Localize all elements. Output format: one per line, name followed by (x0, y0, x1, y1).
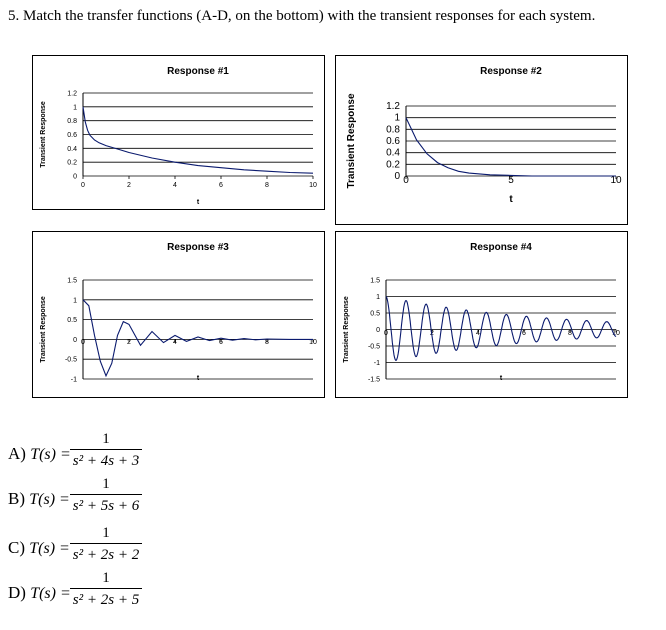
x-axis-label: t (196, 375, 200, 382)
y-tick-label: -1 (373, 360, 380, 367)
x-tick-label: 0 (384, 330, 388, 337)
fraction-bar (70, 494, 142, 495)
chart-panel-response-1 (32, 55, 325, 210)
y-axis-label: Transient Response (346, 93, 357, 189)
formula-lhs: T(s) = (29, 540, 70, 557)
y-tick-label: 0.8 (67, 118, 77, 126)
numerator: 1 (102, 476, 110, 492)
y-tick-label: 0.5 (370, 310, 380, 318)
formula-label: C) (8, 538, 25, 557)
x-tick-label: 10 (610, 175, 622, 186)
y-tick-label: 0.4 (67, 145, 77, 153)
y-tick-label: 1 (73, 297, 77, 305)
formula-label: B) (8, 489, 25, 508)
y-tick-label: 0.8 (386, 124, 400, 136)
x-tick-label: 4 (476, 330, 480, 337)
y-axis-label: Transient Response (343, 296, 350, 363)
y-tick-label: -1.5 (367, 376, 380, 384)
y-axis-label: Transient Response (40, 296, 47, 363)
y-tick-label: 0 (73, 336, 77, 344)
y-tick-label: 0 (73, 173, 77, 181)
x-tick-label: 10 (309, 339, 317, 346)
y-tick-label: 0 (376, 327, 380, 334)
y-tick-label: 0.2 (386, 159, 400, 171)
y-tick-label: 1.5 (67, 277, 77, 285)
y-tick-label: -1 (70, 376, 77, 384)
chart-title: Response #3 (167, 242, 229, 253)
chart-title: Response #1 (167, 66, 229, 77)
x-tick-label: 2 (127, 339, 131, 346)
x-tick-label: 0 (403, 175, 409, 186)
chart-panel-response-2 (335, 55, 628, 225)
x-tick-label: 4 (173, 182, 177, 189)
y-tick-label: 1.5 (370, 277, 380, 285)
x-tick-label: 0 (81, 339, 85, 346)
y-tick-label: 1 (394, 112, 400, 124)
formula-label: D) (8, 583, 26, 602)
y-tick-label: 0.5 (67, 317, 77, 325)
chart-response-3 (33, 232, 326, 399)
series-line (406, 118, 616, 176)
numerator: 1 (102, 431, 110, 447)
numerator: 1 (102, 570, 110, 586)
question-text: 5. Match the transfer functions (A-D, on the bottom) with the transient responses for each system. (8, 8, 596, 24)
x-axis-label: t (499, 375, 503, 382)
chart-panel-response-3 (32, 231, 325, 398)
x-tick-label: 0 (81, 182, 85, 189)
denominator: s² + 2s + 5 (72, 592, 140, 608)
y-tick-label: 1 (376, 294, 380, 301)
x-tick-label: 6 (219, 182, 223, 189)
chart-title: Response #2 (480, 66, 542, 77)
x-tick-label: 6 (522, 330, 526, 337)
y-tick-label: 0.6 (386, 136, 400, 147)
fraction (70, 430, 142, 470)
denominator: s² + 5s + 6 (72, 498, 140, 514)
chart-response-1 (33, 56, 326, 211)
y-tick-label: 1.2 (67, 90, 77, 98)
formula-lhs: T(s) = (30, 585, 71, 602)
denominator: s² + 4s + 3 (72, 453, 140, 469)
y-tick-label: -0.5 (367, 343, 380, 351)
chart-panel-response-4 (335, 231, 628, 398)
series-line (386, 297, 616, 361)
y-tick-label: 0.2 (67, 159, 77, 167)
fraction-bar (70, 449, 142, 450)
fraction (70, 569, 142, 609)
fraction (70, 524, 142, 564)
y-tick-label: 0.6 (67, 132, 77, 139)
y-tick-label: 0.4 (386, 147, 400, 159)
chart-title: Response #4 (470, 242, 532, 253)
y-axis-label: Transient Response (40, 101, 47, 168)
series-line (83, 107, 313, 173)
series-line (83, 300, 313, 376)
x-tick-label: 5 (508, 175, 514, 186)
y-tick-label: 1 (73, 104, 77, 112)
x-tick-label: 10 (612, 330, 620, 337)
x-tick-label: 2 (430, 330, 434, 337)
fraction-bar (70, 588, 142, 589)
x-tick-label: 2 (127, 182, 131, 189)
x-axis-label: t (196, 199, 200, 206)
denominator: s² + 2s + 2 (72, 547, 140, 563)
formula-lhs: T(s) = (30, 446, 71, 463)
fraction-bar (70, 543, 142, 544)
formula-lhs: T(s) = (29, 491, 70, 508)
x-tick-label: 4 (173, 339, 177, 346)
x-tick-label: 8 (265, 339, 269, 346)
y-tick-label: 0 (394, 171, 400, 182)
y-tick-label: -0.5 (64, 356, 77, 364)
chart-response-4 (336, 232, 629, 399)
x-tick-label: 6 (219, 339, 223, 346)
fraction (70, 475, 142, 515)
formula-label: A) (8, 444, 26, 463)
chart-response-2 (336, 56, 629, 226)
x-tick-label: 8 (568, 330, 572, 337)
y-tick-label: 1.2 (386, 101, 400, 112)
x-axis-label: t (509, 194, 513, 205)
x-tick-label: 10 (309, 182, 317, 189)
x-tick-label: 8 (265, 182, 269, 189)
numerator: 1 (102, 525, 110, 541)
